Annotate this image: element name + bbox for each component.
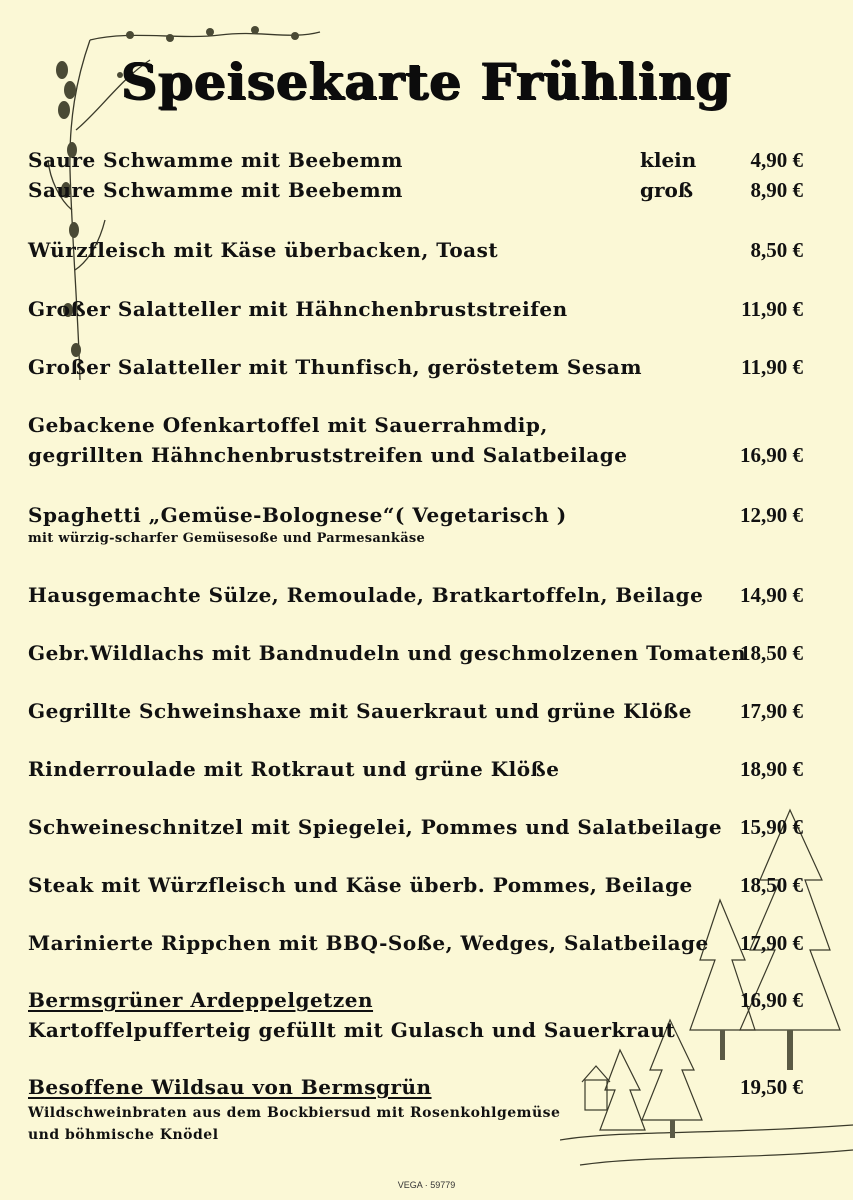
menu-item-price: 17,90 € — [740, 699, 803, 723]
menu-item-name: Besoffene Wildsau von Bermsgrün — [28, 1075, 432, 1099]
menu-item-price: 18,90 € — [740, 757, 803, 781]
menu-item-price: 17,90 € — [740, 931, 803, 955]
menu-item-name: Saure Schwamme mit Beebemm — [28, 148, 403, 172]
menu-item-name: Bermsgrüner Ardeppelgetzen — [28, 988, 374, 1012]
menu-item-name: Großer Salatteller mit Thunfisch, geröstetem Sesam — [28, 355, 642, 379]
menu-item-name: Marinierte Rippchen mit BBQ-Soße, Wedges, Salatbeilage — [28, 931, 709, 955]
menu-item-name: Schweineschnitzel mit Spiegelei, Pommes und Salatbeilage — [28, 815, 723, 839]
menu-item-price: 8,50 € — [750, 238, 803, 262]
menu-item-price: 12,90 € — [740, 503, 803, 527]
menu-item-name: Gebr.Wildlachs mit Bandnudeln und geschmolzenen Tomaten — [28, 641, 747, 665]
menu-item-price: 19,50 € — [740, 1075, 803, 1099]
menu-item-name: Großer Salatteller mit Hähnchenbruststreifen — [28, 297, 568, 321]
menu-item-name: Spaghetti „Gemüse-Bolognese“( Vegetarisch ) — [28, 503, 567, 527]
menu-item-price: 11,90 € — [741, 297, 803, 321]
menu-item-price: 8,90 € — [750, 178, 803, 202]
menu-item-name: Gebackene Ofenkartoffel mit Sauerrahmdip, — [28, 413, 548, 437]
menu-item-price: 15,90 € — [740, 815, 803, 839]
menu-item-price: 14,90 € — [740, 583, 803, 607]
menu-item-description: mit würzig-scharfer Gemüsesoße und Parmesankäse — [28, 531, 426, 546]
menu-item-name: Steak mit Würzfleisch und Käse überb. Pommes, Beilage — [28, 873, 693, 897]
menu-item-price: 18,50 € — [740, 873, 803, 897]
menu-item-description-line2: und böhmische Knödel — [28, 1127, 219, 1143]
menu-item-price: 16,90 € — [740, 988, 803, 1012]
page-title: Speisekarte Frühling — [121, 52, 732, 111]
menu-item-price: 11,90 € — [741, 355, 803, 379]
menu-item-price: 16,90 € — [740, 443, 803, 467]
menu-item-price: 18,50 € — [740, 641, 803, 665]
menu-item-name: Saure Schwamme mit Beebemm — [28, 178, 403, 202]
menu-item-name: Würzfleisch mit Käse überbacken, Toast — [28, 238, 499, 262]
menu-item-name: Gegrillte Schweinshaxe mit Sauerkraut und grüne Klöße — [28, 699, 692, 723]
menu-item-name: Rinderroulade mit Rotkraut und grüne Klöße — [28, 757, 560, 781]
menu-item-description: Kartoffelpufferteig gefüllt mit Gulasch und Sauerkraut — [28, 1018, 676, 1042]
menu-item-name-line2: gegrillten Hähnchenbruststreifen und Salatbeilage — [28, 443, 628, 467]
footer-code: VEGA · 59779 — [397, 1180, 456, 1190]
menu-item-price: 4,90 € — [750, 148, 803, 172]
menu-item-size: klein — [640, 148, 697, 172]
menu-item-name: Hausgemachte Sülze, Remoulade, Bratkartoffeln, Beilage — [28, 583, 704, 607]
menu-item-size: groß — [640, 178, 694, 202]
menu-item-description: Wildschweinbraten aus dem Bockbiersud mit Rosenkohlgemüse — [28, 1105, 561, 1121]
